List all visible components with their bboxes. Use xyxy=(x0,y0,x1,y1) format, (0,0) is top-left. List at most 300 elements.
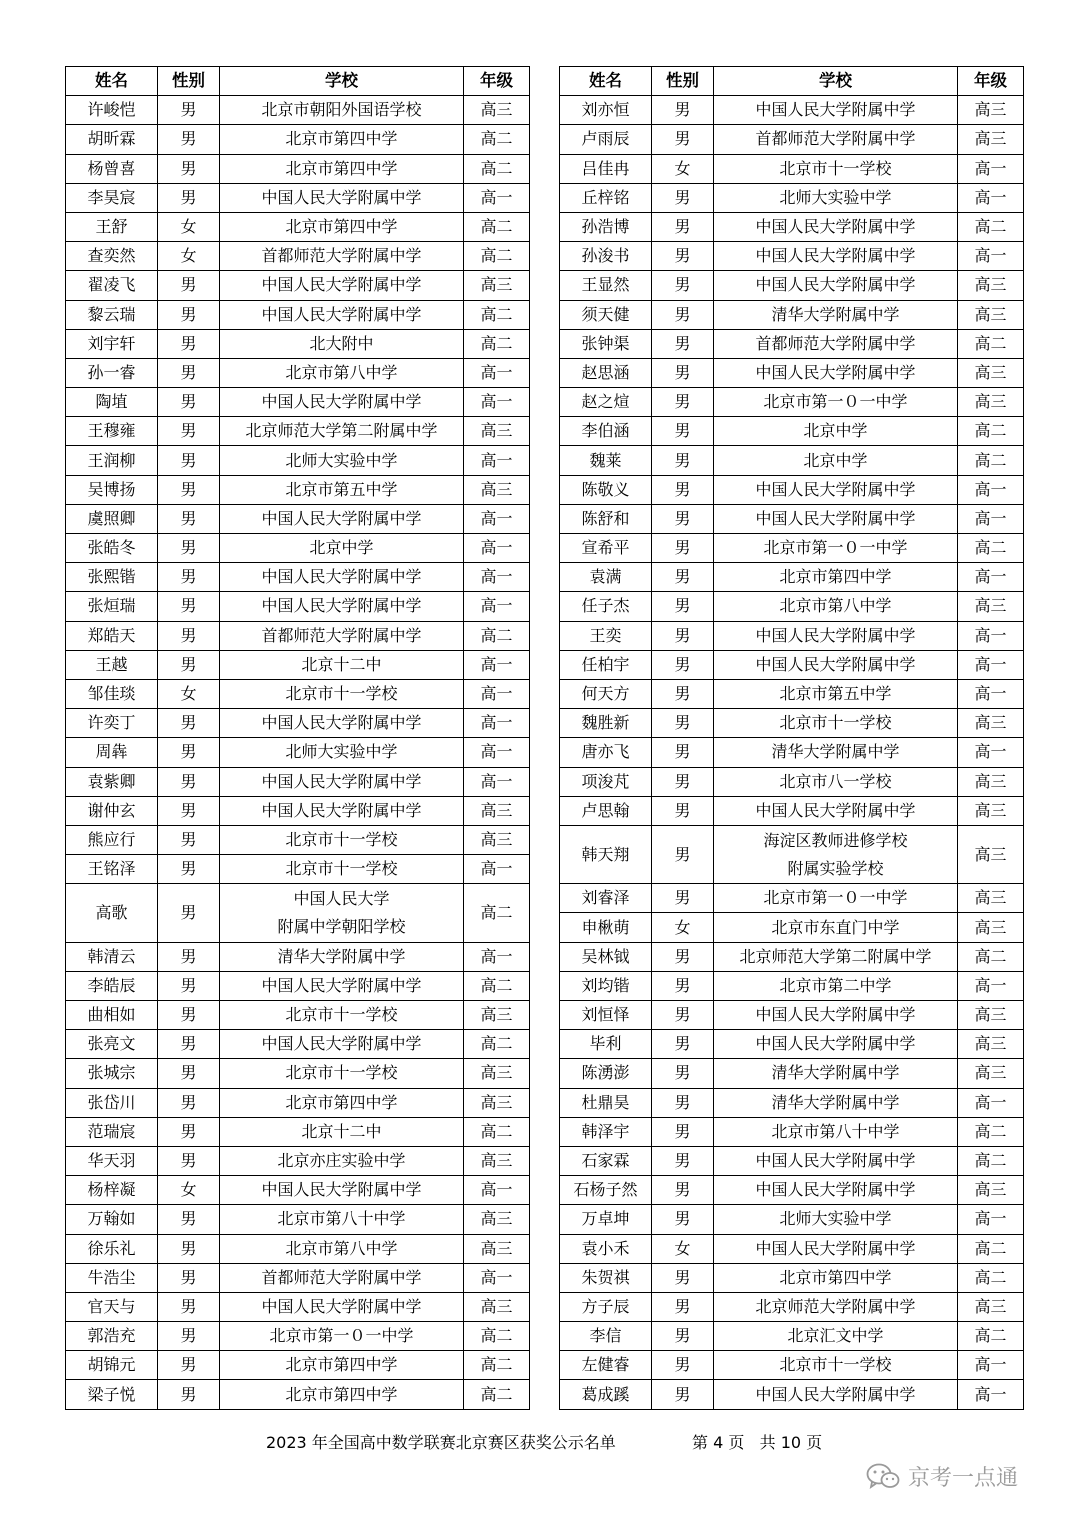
student-school: 北京中学 xyxy=(714,417,958,446)
student-name: 袁小禾 xyxy=(560,1234,652,1263)
student-grade: 高二 xyxy=(958,329,1024,358)
student-school: 北京市第二中学 xyxy=(714,971,958,1000)
student-school: 中国人民大学附属中学 xyxy=(220,271,464,300)
table-row xyxy=(560,504,1024,533)
student-school: 北京市第四中学 xyxy=(220,1088,464,1117)
student-school: 北师大实验中学 xyxy=(714,183,958,212)
student-grade: 高三 xyxy=(958,300,1024,329)
student-grade: 高三 xyxy=(958,125,1024,154)
table-row xyxy=(560,1001,1024,1030)
table-row xyxy=(560,1380,1024,1409)
table-row xyxy=(66,855,530,884)
student-school: 中国人民大学附属中学 xyxy=(714,504,958,533)
student-gender: 男 xyxy=(158,1234,220,1263)
student-name: 王铭泽 xyxy=(66,855,158,884)
student-gender: 男 xyxy=(652,417,714,446)
student-gender: 男 xyxy=(652,271,714,300)
student-name: 王奕 xyxy=(560,621,652,650)
student-grade: 高二 xyxy=(464,329,530,358)
student-name: 王润柳 xyxy=(66,446,158,475)
table-row xyxy=(66,1059,530,1088)
student-grade: 高二 xyxy=(464,1351,530,1380)
student-grade: 高二 xyxy=(958,1234,1024,1263)
student-gender: 男 xyxy=(652,242,714,271)
student-name: 吴林钺 xyxy=(560,942,652,971)
table-row xyxy=(560,1263,1024,1292)
table-row xyxy=(66,242,530,271)
student-gender: 男 xyxy=(652,1322,714,1351)
table-row xyxy=(560,242,1024,271)
header-school: 学校 xyxy=(714,67,958,96)
student-gender: 男 xyxy=(652,1263,714,1292)
student-school: 北京汇文中学 xyxy=(714,1322,958,1351)
student-name: 张皓冬 xyxy=(66,534,158,563)
student-gender: 男 xyxy=(158,1001,220,1030)
school-line: 附属实验学校 xyxy=(787,858,884,878)
watermark xyxy=(866,1461,1018,1492)
student-gender: 男 xyxy=(652,1059,714,1088)
student-school: 中国人民大学附属中学 xyxy=(714,621,958,650)
student-school: 中国人民大学附属中学 xyxy=(714,358,958,387)
student-name: 刘宇轩 xyxy=(66,329,158,358)
table-row xyxy=(66,1146,530,1175)
student-grade: 高一 xyxy=(958,1380,1024,1409)
student-gender: 男 xyxy=(652,621,714,650)
table-row xyxy=(66,796,530,825)
student-school xyxy=(220,884,464,942)
table-row xyxy=(66,183,530,212)
student-grade: 高二 xyxy=(464,1117,530,1146)
student-grade: 高二 xyxy=(958,942,1024,971)
student-gender: 男 xyxy=(158,475,220,504)
student-name: 李皓辰 xyxy=(66,971,158,1000)
student-gender: 男 xyxy=(158,825,220,854)
header-grade: 年级 xyxy=(958,67,1024,96)
student-school: 北京师范大学第二附属中学 xyxy=(220,417,464,446)
student-school: 中国人民大学附属中学 xyxy=(714,96,958,125)
student-school: 中国人民大学附属中学 xyxy=(714,1001,958,1030)
student-gender: 男 xyxy=(652,738,714,767)
student-name: 王显然 xyxy=(560,271,652,300)
student-gender: 男 xyxy=(652,942,714,971)
student-name: 申楸萌 xyxy=(560,913,652,942)
student-grade: 高一 xyxy=(464,942,530,971)
student-grade: 高一 xyxy=(464,446,530,475)
student-gender: 男 xyxy=(158,592,220,621)
student-grade: 高一 xyxy=(958,504,1024,533)
document-title: 2023 年全国高中数学联赛北京赛区获奖公示名单 xyxy=(266,1433,616,1452)
student-gender: 女 xyxy=(158,1176,220,1205)
page-number: 第 4 页 共 10 页 xyxy=(692,1433,823,1452)
student-gender: 男 xyxy=(652,1176,714,1205)
student-name: 张熙锴 xyxy=(66,563,158,592)
student-school: 北京市十一学校 xyxy=(220,825,464,854)
student-grade: 高一 xyxy=(958,621,1024,650)
student-grade: 高二 xyxy=(958,1322,1024,1351)
table-row xyxy=(66,1030,530,1059)
student-name: 陶埴 xyxy=(66,388,158,417)
table-row xyxy=(560,942,1024,971)
student-school: 北京市东直门中学 xyxy=(714,913,958,942)
student-name: 周犇 xyxy=(66,738,158,767)
table-row xyxy=(66,1380,530,1409)
student-school: 北京市十一学校 xyxy=(714,154,958,183)
student-gender: 男 xyxy=(652,96,714,125)
student-name: 赵思涵 xyxy=(560,358,652,387)
student-gender: 男 xyxy=(652,1030,714,1059)
student-gender: 女 xyxy=(652,913,714,942)
student-name: 陈湧澎 xyxy=(560,1059,652,1088)
student-gender: 男 xyxy=(158,534,220,563)
student-grade: 高一 xyxy=(464,592,530,621)
student-gender: 女 xyxy=(158,212,220,241)
student-school: 北京市十一学校 xyxy=(220,1001,464,1030)
table-row xyxy=(560,212,1024,241)
student-school: 中国人民大学附属中学 xyxy=(220,504,464,533)
student-grade: 高三 xyxy=(464,1205,530,1234)
table-row xyxy=(66,1292,530,1321)
table-row xyxy=(66,709,530,738)
table-row xyxy=(560,96,1024,125)
student-name: 张亮文 xyxy=(66,1030,158,1059)
table-row xyxy=(560,1205,1024,1234)
award-table-right xyxy=(559,66,1024,1410)
student-school: 北京市第五中学 xyxy=(220,475,464,504)
student-grade: 高三 xyxy=(464,271,530,300)
student-gender: 男 xyxy=(158,1292,220,1321)
student-name: 宣希平 xyxy=(560,534,652,563)
student-school: 中国人民大学附属中学 xyxy=(714,212,958,241)
student-gender: 男 xyxy=(158,738,220,767)
student-school: 中国人民大学附属中学 xyxy=(714,650,958,679)
table-row xyxy=(560,1234,1024,1263)
student-gender: 男 xyxy=(652,1380,714,1409)
table-row xyxy=(560,1322,1024,1351)
student-gender: 男 xyxy=(652,475,714,504)
student-grade: 高三 xyxy=(958,767,1024,796)
student-gender: 男 xyxy=(652,796,714,825)
student-school: 北大附中 xyxy=(220,329,464,358)
student-grade: 高一 xyxy=(958,679,1024,708)
student-gender: 男 xyxy=(158,1117,220,1146)
table-row xyxy=(66,767,530,796)
student-school: 北京市第四中学 xyxy=(714,563,958,592)
student-school: 中国人民大学附属中学 xyxy=(714,1234,958,1263)
student-name: 郑皓天 xyxy=(66,621,158,650)
table-row xyxy=(560,709,1024,738)
student-grade: 高二 xyxy=(464,154,530,183)
student-grade: 高三 xyxy=(958,1030,1024,1059)
table-row xyxy=(560,563,1024,592)
student-name: 朱贺祺 xyxy=(560,1263,652,1292)
student-name: 张烜瑞 xyxy=(66,592,158,621)
student-name: 曲相如 xyxy=(66,1001,158,1030)
student-gender: 男 xyxy=(652,767,714,796)
student-grade: 高三 xyxy=(958,1001,1024,1030)
table-row xyxy=(560,1030,1024,1059)
table-row xyxy=(560,1117,1024,1146)
student-school: 清华大学附属中学 xyxy=(220,942,464,971)
student-grade: 高二 xyxy=(958,1263,1024,1292)
student-name: 张城宗 xyxy=(66,1059,158,1088)
student-name: 官天与 xyxy=(66,1292,158,1321)
student-name: 杨曾喜 xyxy=(66,154,158,183)
student-gender: 男 xyxy=(652,679,714,708)
student-gender: 男 xyxy=(652,563,714,592)
student-name: 查奕然 xyxy=(66,242,158,271)
student-name: 石杨子然 xyxy=(560,1176,652,1205)
student-school: 北京师范大学第二附属中学 xyxy=(714,942,958,971)
table-row xyxy=(560,971,1024,1000)
student-school: 北京市第八中学 xyxy=(714,592,958,621)
table-row xyxy=(560,417,1024,446)
student-name: 魏胜新 xyxy=(560,709,652,738)
student-name: 许峻恺 xyxy=(66,96,158,125)
student-gender: 男 xyxy=(158,796,220,825)
student-school: 首都师范大学附属中学 xyxy=(220,242,464,271)
table-row xyxy=(560,358,1024,387)
wechat-icon xyxy=(866,1463,900,1491)
student-grade: 高一 xyxy=(464,183,530,212)
student-name: 吴博扬 xyxy=(66,475,158,504)
student-name: 孙一睿 xyxy=(66,358,158,387)
table-row xyxy=(66,884,530,942)
student-grade: 高二 xyxy=(958,212,1024,241)
student-school: 北京市第八中学 xyxy=(220,358,464,387)
table-row xyxy=(560,475,1024,504)
student-grade: 高三 xyxy=(464,475,530,504)
student-gender: 男 xyxy=(158,709,220,738)
student-name: 华天羽 xyxy=(66,1146,158,1175)
table-row xyxy=(66,1176,530,1205)
table-row xyxy=(560,125,1024,154)
student-grade: 高三 xyxy=(464,1146,530,1175)
student-gender: 男 xyxy=(652,329,714,358)
student-grade: 高三 xyxy=(464,1292,530,1321)
student-grade: 高三 xyxy=(958,884,1024,913)
student-name: 杨梓凝 xyxy=(66,1176,158,1205)
student-name: 方子辰 xyxy=(560,1292,652,1321)
student-gender: 男 xyxy=(158,1205,220,1234)
student-school: 首都师范大学附属中学 xyxy=(714,329,958,358)
student-grade: 高一 xyxy=(958,971,1024,1000)
table-row xyxy=(66,125,530,154)
student-gender: 男 xyxy=(652,446,714,475)
table-row xyxy=(66,1263,530,1292)
student-gender: 女 xyxy=(158,679,220,708)
student-gender: 女 xyxy=(652,1234,714,1263)
student-grade: 高二 xyxy=(464,884,530,942)
student-grade: 高一 xyxy=(464,1176,530,1205)
table-row xyxy=(66,1322,530,1351)
student-name: 李昊宸 xyxy=(66,183,158,212)
student-name: 胡昕霖 xyxy=(66,125,158,154)
student-grade: 高三 xyxy=(464,1001,530,1030)
student-name: 李伯涵 xyxy=(560,417,652,446)
student-gender: 男 xyxy=(158,504,220,533)
student-school: 中国人民大学附属中学 xyxy=(714,271,958,300)
student-school: 北京市第一０一中学 xyxy=(220,1322,464,1351)
student-name: 梁子悦 xyxy=(66,1380,158,1409)
student-name: 陈舒和 xyxy=(560,504,652,533)
student-gender: 男 xyxy=(158,650,220,679)
student-grade: 高二 xyxy=(464,1322,530,1351)
student-name: 石家霖 xyxy=(560,1146,652,1175)
student-gender: 男 xyxy=(652,1292,714,1321)
student-school: 北京市第八十中学 xyxy=(220,1205,464,1234)
student-name: 黎云瑞 xyxy=(66,300,158,329)
student-name: 赵之煊 xyxy=(560,388,652,417)
student-school: 北京市第一０一中学 xyxy=(714,534,958,563)
student-school: 首都师范大学附属中学 xyxy=(714,125,958,154)
table-row xyxy=(66,388,530,417)
student-school: 北京市第五中学 xyxy=(714,679,958,708)
student-school: 北师大实验中学 xyxy=(714,1205,958,1234)
student-school: 中国人民大学附属中学 xyxy=(220,1176,464,1205)
table-row xyxy=(66,563,530,592)
student-gender: 男 xyxy=(158,446,220,475)
student-school: 北京市朝阳外国语学校 xyxy=(220,96,464,125)
student-grade: 高一 xyxy=(958,738,1024,767)
student-grade: 高一 xyxy=(464,767,530,796)
student-name: 刘均锴 xyxy=(560,971,652,1000)
student-school: 清华大学附属中学 xyxy=(714,1059,958,1088)
student-name: 刘睿泽 xyxy=(560,884,652,913)
student-name: 郭浩充 xyxy=(66,1322,158,1351)
student-school: 中国人民大学附属中学 xyxy=(220,592,464,621)
student-grade: 高一 xyxy=(958,1351,1024,1380)
student-grade: 高一 xyxy=(464,534,530,563)
table-row xyxy=(66,679,530,708)
table-row xyxy=(560,1146,1024,1175)
student-grade: 高二 xyxy=(464,300,530,329)
student-grade: 高三 xyxy=(958,913,1024,942)
table-row xyxy=(66,592,530,621)
student-gender: 男 xyxy=(158,329,220,358)
table-row xyxy=(66,329,530,358)
table-row xyxy=(560,825,1024,883)
student-grade: 高三 xyxy=(958,96,1024,125)
table-row xyxy=(66,1088,530,1117)
student-grade: 高三 xyxy=(958,709,1024,738)
table-row xyxy=(560,271,1024,300)
student-grade: 高二 xyxy=(958,446,1024,475)
student-name: 虞照卿 xyxy=(66,504,158,533)
student-gender: 女 xyxy=(158,242,220,271)
student-gender: 男 xyxy=(652,1205,714,1234)
student-school: 中国人民大学附属中学 xyxy=(714,1176,958,1205)
student-grade: 高一 xyxy=(958,183,1024,212)
table-row xyxy=(66,1205,530,1234)
student-gender: 男 xyxy=(158,942,220,971)
student-gender: 男 xyxy=(158,271,220,300)
student-gender: 男 xyxy=(158,1380,220,1409)
student-school: 中国人民大学附属中学 xyxy=(220,388,464,417)
student-name: 任子杰 xyxy=(560,592,652,621)
student-grade: 高三 xyxy=(464,796,530,825)
student-gender: 男 xyxy=(652,125,714,154)
student-school: 中国人民大学附属中学 xyxy=(220,1292,464,1321)
student-name: 任柏宇 xyxy=(560,650,652,679)
student-grade: 高一 xyxy=(958,1205,1024,1234)
table-header-row xyxy=(66,67,530,96)
table-row xyxy=(560,650,1024,679)
student-school: 北京中学 xyxy=(714,446,958,475)
student-name: 毕利 xyxy=(560,1030,652,1059)
student-grade: 高三 xyxy=(958,388,1024,417)
table-row xyxy=(66,358,530,387)
table-row xyxy=(560,738,1024,767)
student-name: 胡锦元 xyxy=(66,1351,158,1380)
table-row xyxy=(66,1351,530,1380)
student-name: 高歌 xyxy=(66,884,158,942)
student-grade: 高三 xyxy=(958,592,1024,621)
award-table-left xyxy=(65,66,530,1410)
student-school: 中国人民大学附属中学 xyxy=(714,796,958,825)
student-gender: 男 xyxy=(652,358,714,387)
table-row xyxy=(66,271,530,300)
student-school: 中国人民大学附属中学 xyxy=(220,183,464,212)
student-school xyxy=(714,825,958,883)
student-name: 韩天翔 xyxy=(560,825,652,883)
student-school: 北京市第八十中学 xyxy=(714,1117,958,1146)
table-row xyxy=(66,212,530,241)
student-grade: 高三 xyxy=(464,1059,530,1088)
student-name: 王舒 xyxy=(66,212,158,241)
table-row xyxy=(66,942,530,971)
student-name: 牛浩尘 xyxy=(66,1263,158,1292)
table-row xyxy=(66,96,530,125)
header-grade: 年级 xyxy=(464,67,530,96)
student-grade: 高一 xyxy=(464,650,530,679)
student-school: 北京市第四中学 xyxy=(220,125,464,154)
student-school: 北京市十一学校 xyxy=(220,1059,464,1088)
student-name: 徐乐礼 xyxy=(66,1234,158,1263)
student-gender: 男 xyxy=(652,971,714,1000)
student-name: 刘亦恒 xyxy=(560,96,652,125)
table-row xyxy=(560,1351,1024,1380)
student-grade: 高二 xyxy=(464,212,530,241)
header-gender: 性别 xyxy=(652,67,714,96)
header-school: 学校 xyxy=(220,67,464,96)
student-gender: 男 xyxy=(652,592,714,621)
student-name: 袁紫卿 xyxy=(66,767,158,796)
student-grade: 高三 xyxy=(958,1176,1024,1205)
student-name: 万卓坤 xyxy=(560,1205,652,1234)
student-school: 北师大实验中学 xyxy=(220,446,464,475)
student-gender: 男 xyxy=(158,884,220,942)
student-school: 清华大学附属中学 xyxy=(714,300,958,329)
student-gender: 男 xyxy=(158,125,220,154)
student-school: 北京市第四中学 xyxy=(220,154,464,183)
student-grade: 高一 xyxy=(464,504,530,533)
student-name: 项浚芃 xyxy=(560,767,652,796)
table-row xyxy=(66,154,530,183)
student-gender: 男 xyxy=(158,154,220,183)
student-gender: 男 xyxy=(158,1351,220,1380)
student-name: 陈敬义 xyxy=(560,475,652,504)
student-grade: 高一 xyxy=(958,563,1024,592)
table-row xyxy=(560,1292,1024,1321)
student-grade: 高二 xyxy=(464,1380,530,1409)
student-grade: 高二 xyxy=(464,1030,530,1059)
student-grade: 高一 xyxy=(464,563,530,592)
student-school: 北京市第一０一中学 xyxy=(714,388,958,417)
student-school: 北京市第四中学 xyxy=(220,1351,464,1380)
student-school: 中国人民大学附属中学 xyxy=(714,242,958,271)
student-name: 韩泽宇 xyxy=(560,1117,652,1146)
table-row xyxy=(560,183,1024,212)
